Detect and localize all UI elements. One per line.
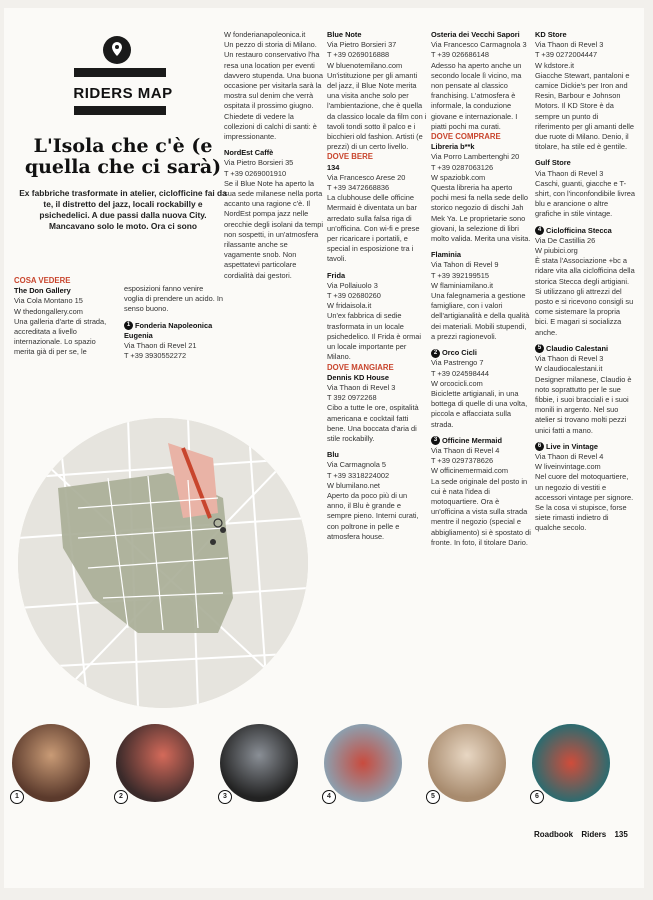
venue-description: Aperto da poco più di un anno, il Blu è grande e sempre pieno. Interni curati, con poltrone in pelle e atmosfera house. [327, 490, 419, 541]
title-bar-bottom [74, 106, 166, 115]
section-dove-comprare: DOVE COMPRARE [431, 132, 501, 142]
venue-description: Una galleria d'arte di strada, accreditata a livello internazionale. Lo spazio merita già di per se, le [14, 316, 107, 357]
page-footer [534, 830, 628, 839]
venue-address: Via Pietro Borsieri 37 [327, 40, 397, 50]
venue-name: Orco Cicli [442, 348, 477, 358]
venue-description: Questa libreria ha aperto pochi mesi fa nella sede dello storico negozio di dischi Jah Mek Ya. Le proprietarie sono giovani, la selezione di libri molto valida. Merita una visita. [431, 183, 531, 244]
venue-name: Fonderia Napoleonica Eugenia [124, 320, 213, 340]
photo-number: 2 [114, 790, 128, 804]
venue-website: W claudiocalestani.it [535, 364, 603, 374]
venue-address: Via Pietro Borsieri 35 [224, 158, 294, 168]
venue-website: W piubici.org [535, 246, 578, 256]
badge-number: 3 [431, 436, 440, 445]
venue-phone: T +39 026686148 [431, 50, 490, 60]
venue-phone: T +39 3930552272 [124, 351, 187, 361]
venue-name: Live in Vintage [546, 441, 599, 451]
venue-website: W bluenotemilano.com [327, 60, 403, 70]
photo-4 [324, 724, 402, 802]
venue-description: esposizioni fanno venire voglia di prendere un acido. In senso buono. [124, 284, 224, 314]
column-3 [327, 30, 427, 542]
venue-name: Blue Note [327, 30, 362, 39]
venue-description: Nel cuore del motoquartiere, un negozio di vestiti e accessori vintage per signore. Se la cosa vi stupisce, forse siete rimasti indietro di qualche secolo. [535, 472, 634, 533]
photo-5 [428, 724, 506, 802]
venue-website: W fridaisola.it [327, 301, 372, 311]
venue-description: È stata l'Associazione +bc a ridare vita alla ciclofficina della storica Stecca degli artigiani. Si utilizzano gli attrezzi del posto e si ricevono consigli su come sistemare la propria bici. E magari si socializza anche. [535, 256, 635, 337]
section-title: RIDERS MAP [73, 85, 173, 102]
magazine-page [4, 8, 644, 888]
title-bar-top [74, 68, 166, 77]
venue-description: Cibo a tutte le ore, ospitalità americana e cocktail fatti bene. Una boccata d'aria di stile rockabilly. [327, 403, 419, 443]
venue-website: W orcocicli.com [431, 378, 483, 388]
venue-description: Biciclette artigianali, in una bottega di quelle di una volta, piccola e affacciata sulla strada. [431, 388, 528, 429]
venue-address: Via Francesco Carmagnola 3 [431, 40, 527, 50]
venue-website: W blumilano.net [327, 480, 380, 490]
section-dove-bere: DOVE BERE [327, 152, 373, 162]
venue-address: Via Pollaiuolo 3 [327, 280, 378, 290]
venue-name: Claudio Calestani [546, 343, 609, 353]
column-4 [431, 30, 531, 548]
venue-name: Dennis KD House [327, 372, 390, 382]
venue-description: Un pezzo di storia di Milano. Un restauro conservativo l'ha resa una location per eventi davvero stupenda. Una buona occasione per visitarla sarà la mostra sul denim che verrà ospitata il prossimo giugno. Chiedete di vedere la collezioni di calchi di santi: è impressionante. [224, 40, 324, 142]
venue-address: Via Thaon di Revel 3 [535, 168, 604, 178]
venue-description: Caschi, guanti, giacche e T-shirt, con l'inconfondibile livrea blu e arancione o altre grafiche in stile vintage. [535, 178, 636, 219]
badge-number: 1 [124, 321, 133, 330]
magazine-name: Roadbook [534, 830, 574, 839]
venue-address: Via Thaon di Revel 3 [327, 382, 396, 392]
venue-phone: T +39 024598444 [431, 368, 490, 378]
venue-website: W flaminiamilano.it [431, 280, 494, 290]
venue-address: Via Francesco Arese 20 [327, 172, 406, 182]
isola-district-map [18, 418, 308, 708]
venue-phone: T +39 0269001910 [224, 168, 287, 178]
venue-phone: T +39 02680260 [327, 291, 381, 301]
venue-name: NordEst Caffè [224, 148, 274, 158]
venue-name: Libreria b**k [431, 142, 475, 152]
column-5 [535, 30, 635, 534]
venue-name: The Don Gallery [14, 286, 71, 296]
venue-description: Giacche Stewart, pantaloni e camice Dickie's per Iron and Resin, Barbour e Johnson Motors. Il KD Store è da sempre un punto di riferimento per gli amanti delle due ruote di Milano. Denio, il titolare, ha stile ed è gentile. [535, 70, 634, 152]
venue-description: Un'istituzione per gli amanti del jazz, il Blue Note merita una visita anche solo per l'ambientazione, che è quella da classico locale da film con i tavoli tondi sotto il palco e i bicchieri old fashion. Artisti (e prezzi) di un certo livello. [327, 70, 427, 152]
section-cosa-vedere: COSA VEDERE [14, 276, 71, 285]
photo-number: 1 [10, 790, 24, 804]
venue-phone: T +39 3472668836 [327, 183, 390, 193]
venue-description: Designer milanese, Claudio è noto soprattutto per le sue fibbie, i suoi bracciali e i suoi monili in argento. Nel suo atelier si trovano molti pezzi unici fatti a mano. [535, 374, 632, 435]
venue-description: La sede originale del posto in cui è nata l'idea di motoquartiere. Ora è un'officina a vista sulla strada mentre il negozio (special e abbigliamento) si è spostato di fronte. In foto, il titolare Dario. [431, 476, 531, 547]
venue-address: Via Cola Montano 15 [14, 296, 83, 306]
venue-name: Osteria dei Vecchi Sapori [431, 30, 520, 39]
venue-name: KD Store [535, 30, 567, 39]
venue-address: Via Thaon di Revel 4 [535, 451, 604, 461]
photo-3 [220, 724, 298, 802]
venue-website: W spaziobk.com [431, 172, 486, 182]
venue-address: Via De Castillia 26 [535, 235, 596, 245]
venue-website: W kdstore.it [535, 60, 575, 70]
venue-phone: T +39 0297378626 [431, 456, 494, 466]
venue-phone: T +39 0272004447 [535, 50, 598, 60]
venue-address: Via Thaon di Revel 21 [124, 341, 197, 351]
venue-website: W fonderianapoleonica.it [224, 30, 306, 39]
venue-phone: T +39 0269016888 [327, 50, 390, 60]
venue-phone: T +39 392199515 [431, 270, 490, 280]
venue-phone: T +39 0287063126 [431, 162, 494, 172]
venue-address: Via Carmagnola 5 [327, 460, 387, 470]
venue-address: Via Thaon di Revel 4 [431, 445, 500, 455]
venue-name: Blu [327, 450, 339, 460]
headline: L'Isola che c'è (e quella che ci sarà) [24, 135, 222, 178]
venue-website: W officinemermaid.com [431, 466, 509, 476]
venue-website: W thedongallery.com [14, 306, 83, 316]
photo-1 [12, 724, 90, 802]
page-number: 135 [614, 830, 628, 839]
photo-number: 3 [218, 790, 232, 804]
venue-address: Via Thaon di Revel 3 [535, 354, 604, 364]
venue-phone: T +39 3318224002 [327, 470, 390, 480]
venue-description: Adesso ha aperto anche un secondo locale lì vicino, ma non pensate al classico franchising. L'atmosfera è informale, la conduzione giovane e internazionale. I piatti pochi ma curati. [431, 60, 522, 131]
venue-name: Ciclofficina Stecca [546, 225, 612, 235]
venue-address: Via Pastrengo 7 [431, 358, 484, 368]
photo-number: 6 [530, 790, 544, 804]
intro-paragraph: Ex fabbriche trasformate in atelier, ciclofficine fai da te, il distretto del jazz, locali rockabilly e psichedelici. A due passi dalla nuova City. Mancavano solo le moto. Ora ci sono [19, 188, 227, 231]
venue-address: Via Tahon di Revel 9 [431, 260, 499, 270]
badge-number: 5 [535, 344, 544, 353]
section-dove-mangiare: DOVE MANGIARE [327, 362, 394, 372]
column-1 [14, 276, 114, 358]
section-name: Riders [581, 830, 607, 839]
venue-name: 134 [327, 162, 340, 172]
venue-description: Se il Blue Note ha aperto la sua sede milanese nella porta accanto una ragione c'è. Il NordEst pompa jazz nelle orecchie degli isolani da tempi non sospetti, in un'atmosfera rilassante anche se vagamente snob. Non aspettatevi particolare cordialità dai gestori. [224, 178, 324, 280]
venue-address: Via Thaon di Revel 3 [535, 40, 604, 50]
venue-phone: T 392 0972268 [327, 393, 377, 403]
venue-name: Flaminia [431, 250, 461, 260]
photo-number: 4 [322, 790, 336, 804]
venue-description: Un'ex fabbrica di sedie trasformata in un locale psichedelico. Il Frida è ormai un locale importante per Milano. [327, 311, 422, 362]
column-2a [124, 284, 224, 361]
riders-logo [103, 36, 131, 64]
venue-name: Gulf Store [535, 158, 571, 168]
venue-description: La clubhouse delle officine Mermaid è diventata un bar arredato sulla falsa riga di un'officina. Con wi-fi e prese per ricaricare i portatili, e special in esposizione tra i tavoli. [327, 193, 420, 264]
photo-2 [116, 724, 194, 802]
venue-name: Frida [327, 270, 346, 280]
venue-name: Officine Mermaid [442, 435, 502, 445]
badge-number: 2 [431, 349, 440, 358]
venue-description: Una falegnameria a gestione famigliare, con i valori dell'artigianalità e della qualità dei materiali. Mobili stupendi, a prezzi ragionevoli. [431, 291, 530, 341]
photo-number: 5 [426, 790, 440, 804]
venue-address: Via Porro Lambertenghi 20 [431, 152, 520, 162]
venue-website: W liveinvintage.com [535, 462, 601, 472]
badge-number: 6 [535, 442, 544, 451]
column-2 [224, 30, 324, 281]
badge-number: 4 [535, 226, 544, 235]
photo-6 [532, 724, 610, 802]
